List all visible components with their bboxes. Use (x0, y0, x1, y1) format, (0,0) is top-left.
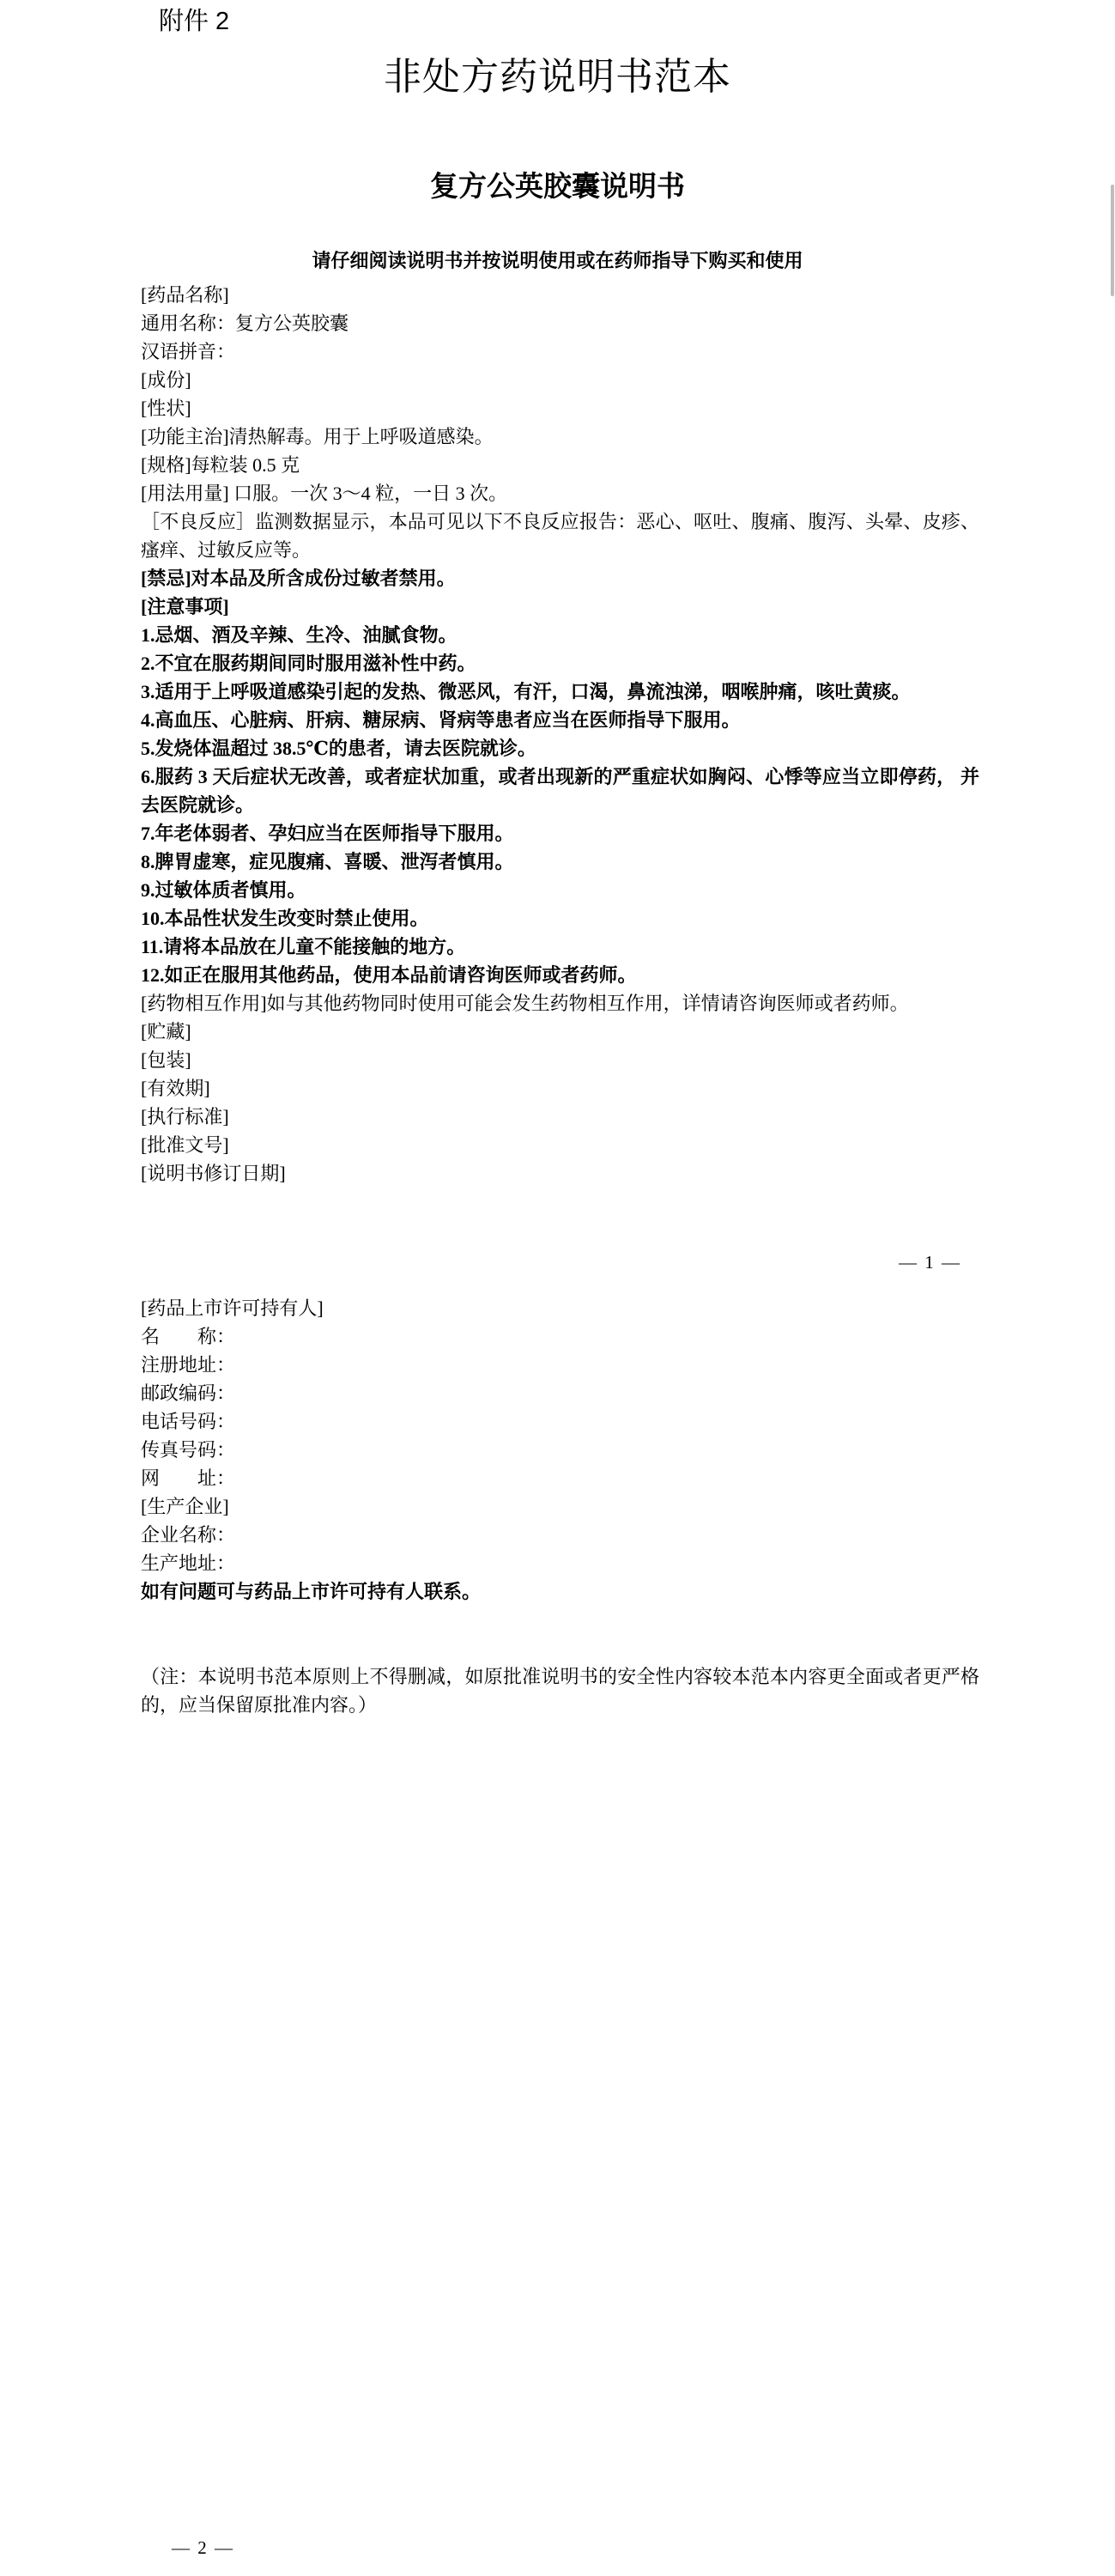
body-line: [贮藏] (141, 1021, 191, 1042)
body-line: 企业名称： (141, 1524, 236, 1546)
body-line: ［不良反应］监测数据显示，本品可见以下不良反应报告：恶心、呕吐、腹痛、腹泻、头晕、皮疹、瘙痒、过敏反应等。 (141, 511, 979, 561)
body-line: 12.如正在服用其他药品，使用本品前请咨询医师或者药师。 (141, 964, 637, 986)
body-line: [用法用量] 口服。一次 3～4 粒，一日 3 次。 (141, 483, 508, 504)
body-line: 4.高血压、心脏病、肝病、糖尿病、肾病等患者应当在医师指导下服用。 (141, 709, 741, 731)
body-line: 6.服药 3 天后症状无改善，或者症状加重，或者出现新的严重症状如胸闷、心悸等应当立即停药， 并去医院就诊。 (141, 766, 979, 816)
page2-body (141, 1294, 979, 1606)
scrollbar-thumb[interactable] (1111, 185, 1114, 296)
body-line: [说明书修订日期] (141, 1163, 286, 1184)
body-line: [生产企业] (141, 1496, 229, 1517)
drug-name-title: 复方公英胶囊说明书 (430, 172, 685, 203)
body-line: 7.年老体弱者、孕妇应当在医师指导下服用。 (141, 823, 514, 844)
body-line: 1.忌烟、酒及辛辣、生冷、油腻食物。 (141, 624, 458, 646)
page1-number: — 1 — (899, 1252, 961, 1273)
body-line: 如有问题可与药品上市许可持有人联系。 (141, 1581, 482, 1602)
body-line: [批准文号] (141, 1134, 229, 1156)
body-line: 网 址： (141, 1467, 236, 1489)
body-line: [药品上市许可持有人] (141, 1297, 324, 1319)
body-line: 10.本品性状发生改变时禁止使用。 (141, 908, 429, 929)
body-line: [性状] (141, 398, 191, 419)
page2-number: — 2 — (172, 2537, 234, 2558)
page1-body (141, 281, 979, 1188)
body-line: 9.过敏体质者慎用。 (141, 879, 306, 901)
reading-instruction: 请仔细阅读说明书并按说明使用或在药师指导下购买和使用 (312, 250, 803, 271)
body-line: [禁忌]对本品及所含成份过敏者禁用。 (141, 568, 456, 589)
body-line: 3.适用于上呼吸道感染引起的发热、微恶风，有汗，口渴，鼻流浊涕，咽喉肿痛，咳吐黄痰。 (141, 681, 911, 702)
body-line: [包装] (141, 1049, 191, 1071)
body-line: 5.发烧体温超过 38.5℃的患者，请去医院就诊。 (141, 738, 536, 759)
body-line: 通用名称：复方公英胶囊 (141, 313, 349, 334)
body-line: 注册地址： (141, 1354, 236, 1376)
body-line: 8.脾胃虚寒，症见腹痛、喜暖、泄泻者慎用。 (141, 851, 514, 872)
body-line: 传真号码： (141, 1439, 236, 1461)
body-line: [成份] (141, 369, 191, 391)
body-line: [规格]每粒装 0.5 克 (141, 454, 300, 476)
body-line: 11.请将本品放在儿童不能接触的地方。 (141, 936, 466, 957)
body-line: [药品名称] (141, 284, 229, 306)
body-line: [功能主治]清热解毒。用于上呼吸道感染。 (141, 426, 494, 447)
body-line: 汉语拼音： (141, 341, 236, 362)
body-line: [执行标准] (141, 1106, 229, 1127)
body-line: 电话号码： (141, 1411, 236, 1432)
attachment-label: 附件 2 (159, 8, 230, 35)
body-line: [注意事项] (141, 596, 229, 617)
body-line: [有效期] (141, 1078, 210, 1099)
document-title: 非处方药说明书范本 (384, 56, 731, 98)
body-line: 生产地址： (141, 1552, 236, 1574)
body-line: 邮政编码： (141, 1382, 236, 1404)
body-line: 2.不宜在服药期间同时服用滋补性中药。 (141, 653, 476, 674)
body-line: 名 称： (141, 1326, 236, 1347)
note-paragraph: （注：本说明书范本原则上不得删减，如原批准说明书的安全性内容较本范本内容更全面或者更严格的，应当保留原批准内容。） (141, 1666, 979, 1716)
body-line: [药物相互作用]如与其他药物同时使用可能会发生药物相互作用，详情请咨询医师或者药师。 (141, 993, 909, 1014)
